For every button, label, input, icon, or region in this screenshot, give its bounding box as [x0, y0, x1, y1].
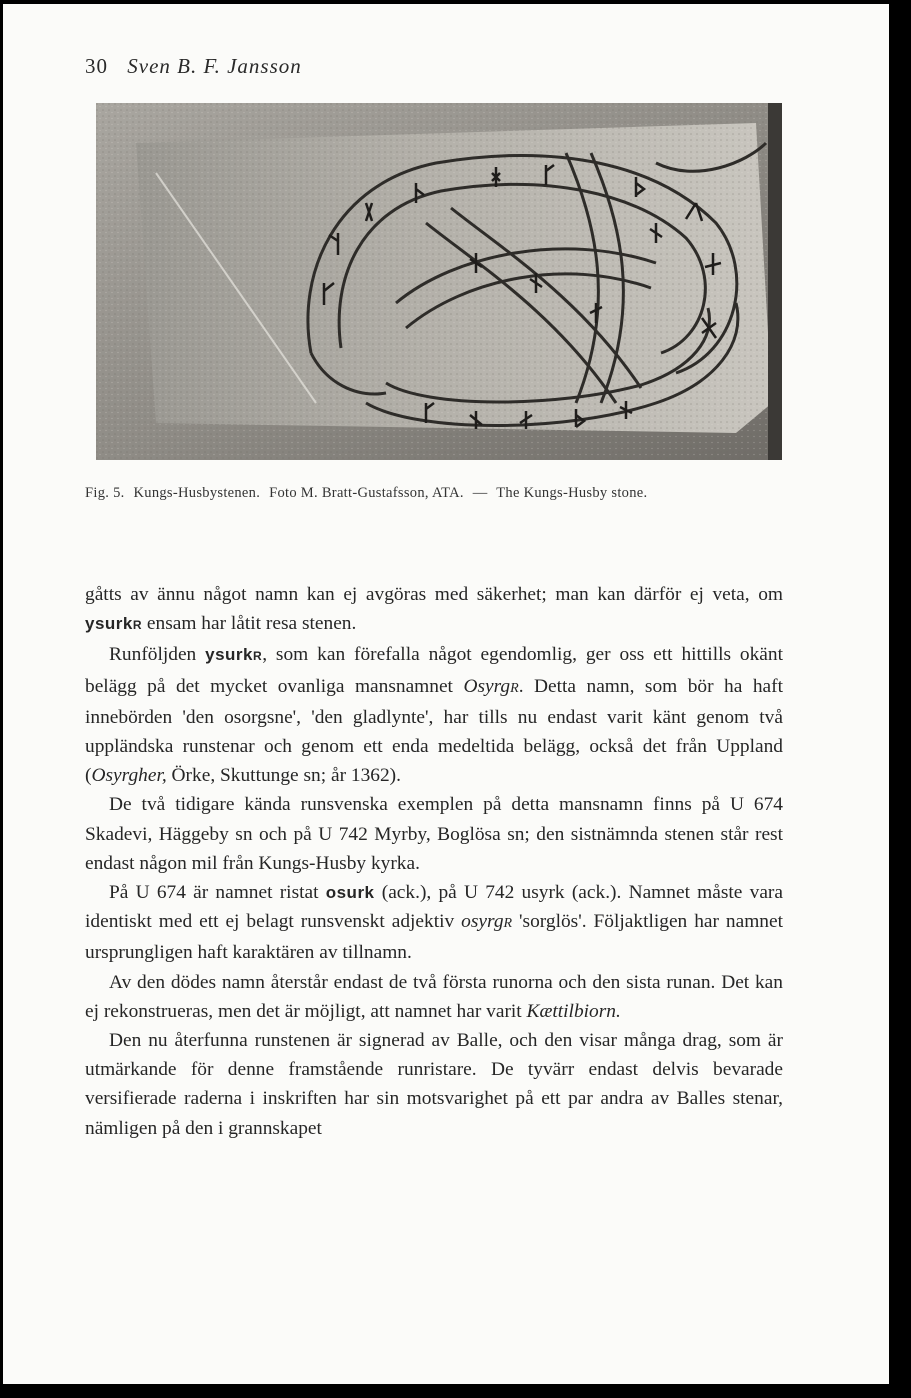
- text-run: , som kan förefalla något egendomlig, ger oss ett hittills okänt belägg på det mycket ovanliga mansnamnet: [85, 644, 783, 697]
- book-page: [3, 4, 889, 1384]
- rune-stone-illustration: [96, 103, 782, 460]
- paragraph: [85, 878, 783, 968]
- figure-label: Fig. 5.: [85, 485, 125, 501]
- name-form: Kættilbiorn.: [526, 1000, 621, 1022]
- paragraph: De två tidigare kända runsvenska exemplen på detta mansnamn finns på U 674 Skadevi, Häggeby sn och på U 742 Myrby, Boglösa sn; den sistnämnda stenen står rest endast någon mil från Kungs-Husby kyrka.: [85, 794, 783, 874]
- figure-caption: [85, 485, 805, 502]
- text-run: ensam har låtit resa stenen.: [142, 613, 357, 635]
- text-run: Av den dödes namn återstår endast de två första runorna och den sista runan. Det kan ej rekonstrueras, men det är möjligt, att namnet har varit: [85, 971, 783, 1022]
- rune-transliteration: ysurkR: [85, 614, 143, 634]
- caption-english: The Kungs-Husby stone.: [496, 485, 648, 501]
- running-head-author: Sven B. F. Jansson: [127, 54, 302, 78]
- text-run: Örke, Skuttunge sn; år 1362).: [166, 765, 401, 787]
- text-run: . Detta namn, som bör ha haft innebörden 'den osorgsne', 'den gladlynte', har tills nu endast varit känt genom två uppländska runstenar och genom ett enda medeltida belägg, också det från Uppland (: [85, 675, 783, 787]
- paragraph: [85, 580, 783, 640]
- rune-stone-photo: [96, 103, 782, 460]
- text-run: gåtts av ännu något namn kan ej avgöras med säkerhet; man kan därför ej veta, om: [85, 584, 783, 605]
- text-run: Runföljden: [109, 644, 206, 666]
- caption-credit: Foto M. Bratt-Gustafsson, ATA.: [269, 485, 464, 501]
- name-form: OsyrgR: [463, 675, 519, 697]
- caption-swedish: Kungs-Husbystenen.: [133, 485, 261, 501]
- paragraph: [85, 968, 783, 1026]
- caption-dash: —: [472, 485, 488, 501]
- rune-transliteration: ysurkR: [205, 645, 263, 665]
- running-header: [85, 54, 302, 79]
- adjective-form: osyrgR: [461, 911, 513, 933]
- page-number: 30: [85, 54, 108, 78]
- paragraph: Den nu återfunna runstenen är signerad av Balle, och den visar många drag, som är utmärkande för denne framstående runristare. De tyvärr endast delvis bevarade versifierade raderna i inskriften har sin motsvarighet på ett par andra av Balles stenar, nämligen på den i grannskapet: [85, 1030, 783, 1139]
- body-text: [85, 580, 783, 1143]
- rune-transliteration: osurk: [325, 883, 375, 903]
- text-run: 'sorglös'. Följaktligen har namnet ursprungligen haft karaktären av tillnamn.: [85, 911, 783, 964]
- paragraph: [85, 640, 783, 790]
- name-form: Osyrgher,: [91, 765, 167, 787]
- text-run: På U 674 är namnet ristat: [109, 882, 326, 904]
- text-run: (ack.), på U 742 usyrk (ack.). Namnet måste vara identiskt med ett ej belagt runsvenskt adjektiv: [85, 882, 783, 933]
